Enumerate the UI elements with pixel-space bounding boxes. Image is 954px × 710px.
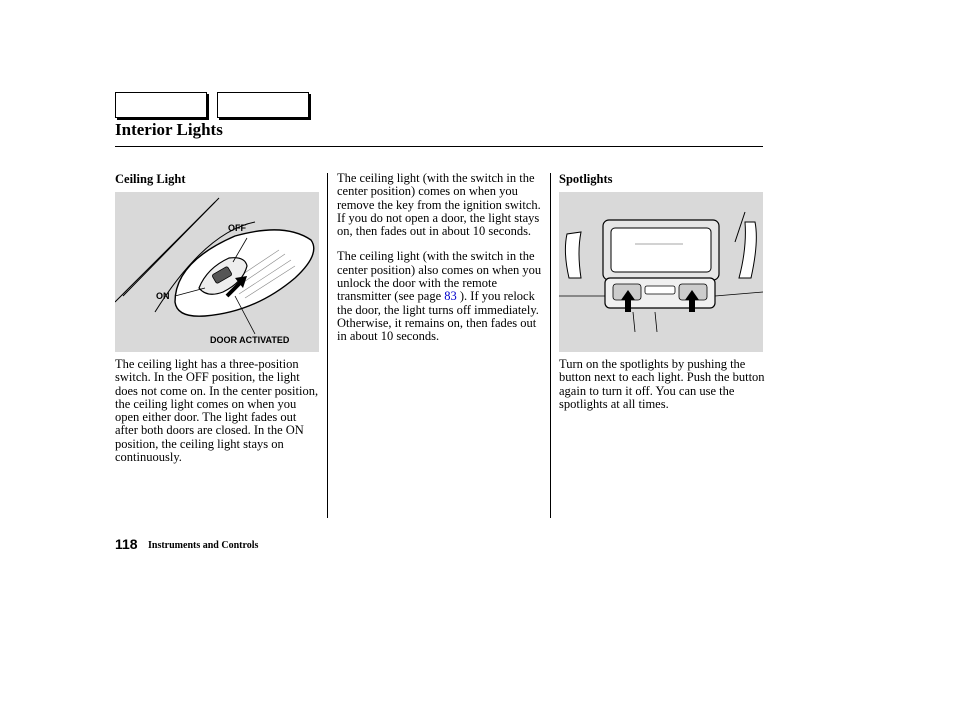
section-name: Instruments and Controls: [148, 540, 259, 551]
middle-paragraph-2-end: ). If you relock the door, the light turns off immediately. Otherwise, it remains on, then fades out in about 10 seconds.: [337, 289, 539, 344]
column-divider-right: [550, 173, 551, 518]
label-off: OFF: [228, 223, 246, 233]
spotlights-illustration: [559, 192, 763, 352]
middle-paragraph-2: [337, 250, 543, 343]
ceiling-light-text: The ceiling light has a three-position switch. In the OFF position, the light does not come on. In the center position, the ceiling light comes on when you open either door. The light fades out after both doors are closed. In the ON position, the ceiling light stays on continuously.: [115, 357, 319, 465]
spotlights-text: Turn on the spotlights by pushing the button next to each light. Push the button again to turn it off. You can use the spotlights at all times.: [559, 357, 765, 411]
ceiling-light-illustration: [115, 192, 319, 352]
spotlights-figure: [559, 192, 763, 352]
nav-box-left[interactable]: [115, 92, 207, 118]
page-title: Interior Lights: [115, 120, 223, 139]
middle-paragraph-2-start: The ceiling light (with the switch in the center position) also comes on when you unlock the door with the remote transmitter (see page: [337, 249, 542, 304]
ceiling-light-heading: Ceiling Light: [115, 172, 186, 186]
label-door-activated: DOOR ACTIVATED: [210, 335, 290, 345]
spotlights-heading: Spotlights: [559, 172, 613, 186]
label-on: ON: [156, 291, 170, 301]
page-number: 118: [115, 536, 138, 552]
middle-column: [337, 172, 543, 356]
title-rule: [115, 146, 763, 147]
page-link[interactable]: 83: [444, 289, 457, 304]
middle-paragraph-1: The ceiling light (with the switch in the center position) comes on when you remove the key from the ignition switch. If you do not open a door, the light stays on, then fades out in about 10 seconds.: [337, 171, 541, 239]
column-divider-left: [327, 173, 328, 518]
nav-box-right[interactable]: [217, 92, 309, 118]
ceiling-light-figure: [115, 192, 319, 352]
